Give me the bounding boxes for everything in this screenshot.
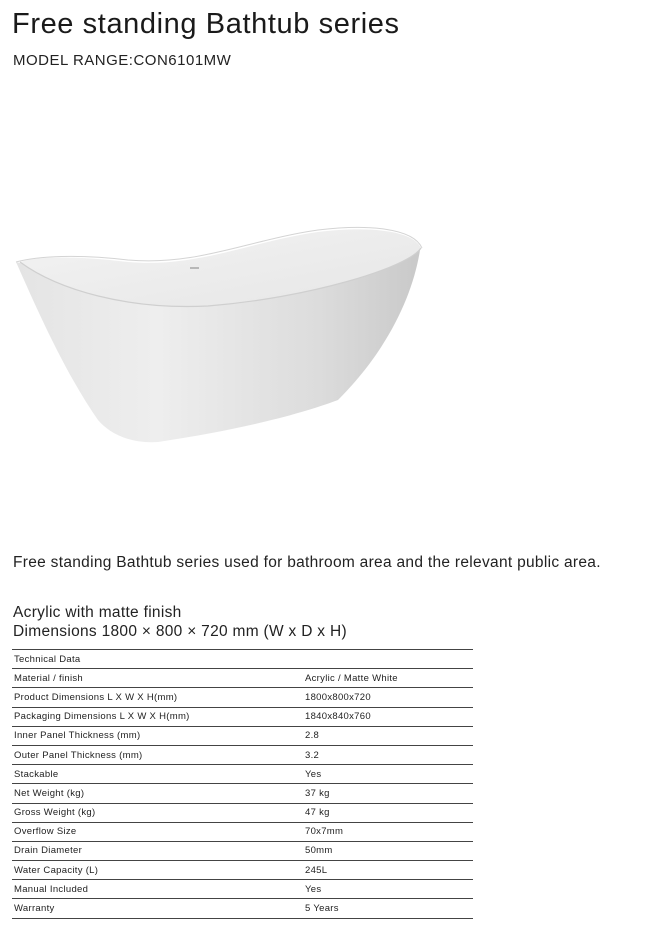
table-row	[12, 841, 473, 860]
table-row	[12, 688, 473, 707]
product-description: Free standing Bathtub series used for bathroom area and the relevant public area.	[13, 554, 601, 571]
table-row	[12, 669, 473, 688]
row-value: 37 kg	[303, 784, 473, 803]
row-label: Packaging Dimensions L X W X H(mm)	[12, 707, 303, 726]
row-label: Overflow Size	[12, 822, 303, 841]
model-range: MODEL RANGE:CON6101MW	[13, 52, 232, 69]
row-value: 245L	[303, 861, 473, 880]
row-value: 5 Years	[303, 899, 473, 918]
row-value: Yes	[303, 765, 473, 784]
table-row	[12, 707, 473, 726]
table-row	[12, 803, 473, 822]
row-label: Warranty	[12, 899, 303, 918]
row-label: Inner Panel Thickness (mm)	[12, 726, 303, 745]
table-row	[12, 899, 473, 918]
table-row	[12, 765, 473, 784]
table-row	[12, 745, 473, 764]
row-value: Yes	[303, 880, 473, 899]
row-value: 1800x800x720	[303, 688, 473, 707]
row-value: 2.8	[303, 726, 473, 745]
row-label: Gross Weight (kg)	[12, 803, 303, 822]
row-value: 1840x840x760	[303, 707, 473, 726]
table-row	[12, 784, 473, 803]
row-label: Drain Diameter	[12, 841, 303, 860]
row-label: Outer Panel Thickness (mm)	[12, 745, 303, 764]
table-row	[12, 880, 473, 899]
table-row	[12, 822, 473, 841]
finish-line: Acrylic with matte finish	[13, 604, 182, 621]
table-row	[12, 726, 473, 745]
row-label: Stackable	[12, 765, 303, 784]
row-value: 50mm	[303, 841, 473, 860]
row-value: Acrylic / Matte White	[303, 669, 473, 688]
table-row	[12, 861, 473, 880]
table-header: Technical Data	[12, 650, 473, 669]
table-header-row	[12, 650, 473, 669]
row-label: Water Capacity (L)	[12, 861, 303, 880]
row-value: 3.2	[303, 745, 473, 764]
row-label: Manual Included	[12, 880, 303, 899]
row-value: 47 kg	[303, 803, 473, 822]
technical-data-table	[12, 649, 473, 919]
row-label: Net Weight (kg)	[12, 784, 303, 803]
row-label: Material / finish	[12, 669, 303, 688]
dimensions-line: Dimensions 1800 × 800 × 720 mm (W x D x H)	[13, 623, 347, 640]
row-value: 70x7mm	[303, 822, 473, 841]
page-title: Free standing Bathtub series	[12, 8, 400, 40]
bathtub-image	[8, 220, 428, 450]
row-label: Product Dimensions L X W X H(mm)	[12, 688, 303, 707]
